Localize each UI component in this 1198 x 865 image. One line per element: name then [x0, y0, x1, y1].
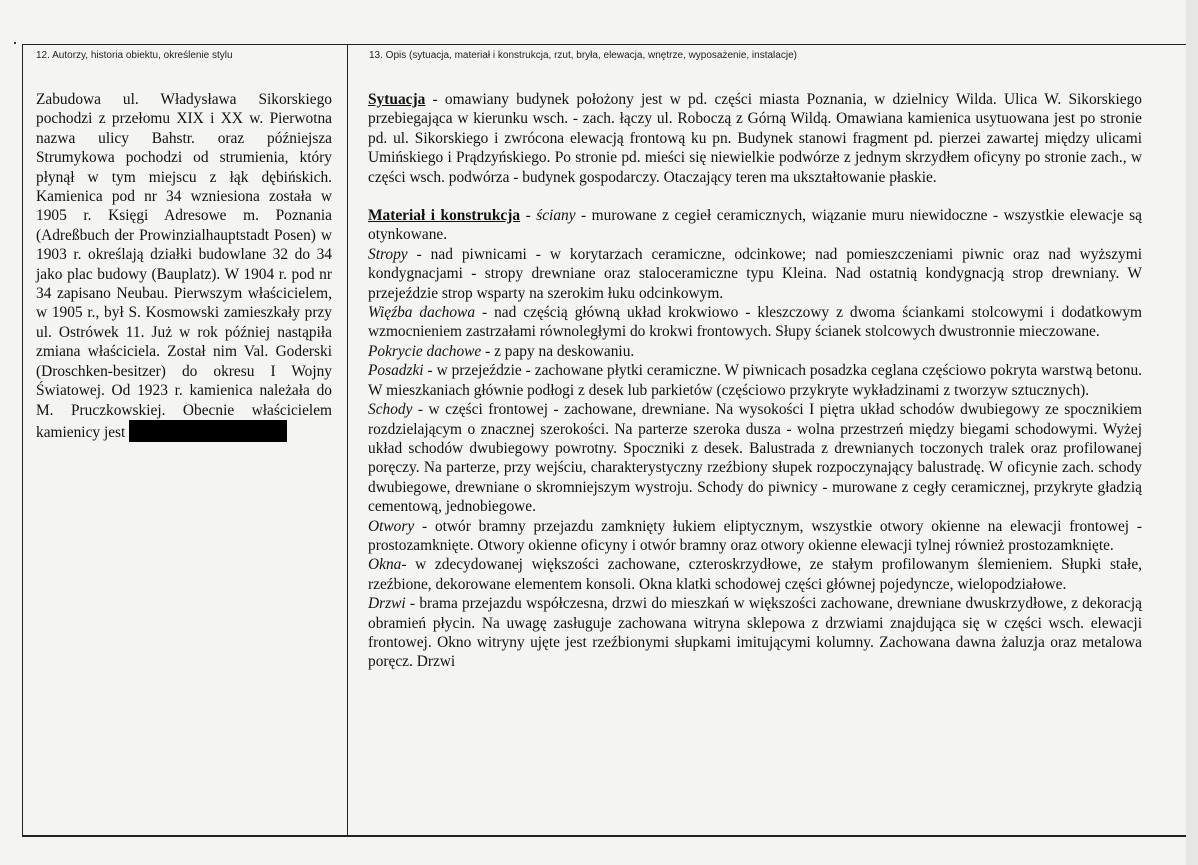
redaction-bar [129, 420, 287, 442]
wiezba-text: - nad częścią główną układ krokwiowo - kleszczowy z dwoma ściankami stolcowymi i dodatkowym wzmocnieniem zastrzałami równoległymi do krokwi frontowych. Słupy ścianek stolcowych dwustronnie mieczowane. [368, 304, 1142, 341]
otwory-label: Otwory [368, 517, 415, 535]
history-column [36, 90, 332, 442]
sytuacja-text: - omawiany budynek położony jest w pd. części miasta Poznania, w dzielnicy Wilda. Ulica W. Sikorskiego przebiegająca w kierunku wsch. - zach. łączy ul. Roboczą z Górną Wildą. Omawiana kamienica usytuowana jest po stronie pd. ul. Sikorskiego i zwrócona elewacją frontową ku pn. Budynek stanowi fragment pd. pierzei zawartej między ulicami Umińskiego i Prądzyńskiego. Po stronie pd. mieści się niewielkie podwórze z jednym skrzydłem oficyny po stronie zach., w części wsch. podwórza - budynek gospodarczy. Otaczający teren ma ukształtowanie płaskie. [368, 91, 1142, 186]
material-heading: Materiał i konstrukcja [368, 207, 521, 225]
stropy-text: - nad piwnicami - w korytarzach ceramiczne, odcinkowe; nad pomieszczeniami piwnic oraz nad wyższymi kondygnacjami - stropy drewniane oraz staloceramiczne typu Kleina. Nad ostatnią kondygnacją strop drewniany. W przejeździe strop wsparty na szerokim łuku odcinkowym. [368, 245, 1142, 302]
sciany-text: - murowane z cegieł ceramicznych, wiązanie muru niewidoczne - wszystkie elewacje są otynkowane. [368, 207, 1142, 244]
scan-speck [14, 42, 16, 44]
section-material: Materiał i konstrukcja - ściany - murowane z cegieł ceramicznych, wiązanie muru niewidoczne - wszystkie elewacje są otynkowane. [368, 207, 1142, 244]
stropy-label: Stropy [368, 245, 408, 263]
section-okna [368, 555, 1142, 594]
section-drzwi [368, 594, 1142, 672]
page-edge [1186, 0, 1198, 865]
section-otwory [368, 517, 1142, 556]
otwory-text: - otwór bramny przejazdu zamknięty łukiem eliptycznym, wszystkie otwory okienne na elewacji frontowej - prostozamknięte. Otwory okienne oficyny i otwór bramny oraz otwory okienne elewacji tylnej również prostozamknięte. [368, 517, 1142, 554]
drzwi-text: - brama przejazdu współczesna, drzwi do mieszkań w większości zachowane, drewniane dwuskrzydłowe, z dekoracją obramień płycin. Na uwagę zasługuje zachowana witryna sklepowa z drzwiami znajdująca się w części wsch. elewacji frontowej. Okno witryny ujęte jest rzeźbionymi słupkami imitującymi kolumny. Zachowana dawna żaluzja oraz metalowa poręcz. Drzwi [368, 595, 1142, 671]
wiezba-label: Więźba dachowa [368, 304, 476, 322]
sciany-label: ściany [536, 207, 576, 225]
section-pokrycie [368, 342, 1142, 361]
section-sytuacja [368, 90, 1142, 187]
schody-text: - w części frontowej - zachowane, drewniane. Na wysokości I piętra układ schodów dwubiegowy ze spocznikiem rozdzielającym o znacznej szerokości. Na parterze szeroka dusza - wolna przestrzeń między biegami schodowymi. Wyżej układ schodów dwubiegowy powrotny. Spoczniki z desek. Balustrada z drewnianych toczonych tralek oraz profilowanej poręczy. Na parterze, przy wejściu, charakterystyczny rzeźbiony słupek rozpoczynający balustradę. W oficynie zach. schody dwubiegowe, drewniane o skromniejszym wystroju. Schody do piwnicy - murowane z cegły ceramicznej, przykryte gładzią cementową, jednobiegowe. [368, 401, 1142, 516]
left-column-header: 12. Autorzy, historia obiektu, określenie stylu [36, 50, 233, 61]
history-text: Zabudowa ul. Władysława Sikorskiego pochodzi z przełomu XIX i XX w. Pierwotna nazwa ulicy Bahstr. oraz późniejsza Strumykowa pochodzi od strumienia, który płynął w tym miejscu z łąk dębińskich. Kamienica pod nr 34 wzniesiona została w 1905 r. Księgi Adresowe m. Poznania (Adreßbuch der Prowinzialhauptstadt Posen) w 1903 r. określają działki budowlane 32 do 34 jako plac budowy (Bauplatz). W 1904 r. pod nr 34 zapisano Neubau. Pierwszym właścicielem, w 1905 r., był S. Kosmowski zamieszkały przy ul. Ostrówek 11. Już w rok później nastąpiła zmiana właściciela. Został nim Val. Goderski (Droschken-besitzer) do okresu I Wojny Światowej. Od 1923 r. kamienica należała do M. Pruczkowskiej. Obecnie właścicielem kamienicy jest [36, 91, 332, 441]
posadzki-text: - w przejeździe - zachowane płytki ceramiczne. W piwnicach posadzka ceglana częściowo pokryta warstwą betonu. W mieszkaniach głównie podłogi z desek lub parkietów (częściowo przykryte wykładzinami z tworzyw sztucznych). [368, 362, 1142, 399]
sytuacja-heading: Sytuacja [368, 91, 426, 108]
description-column [368, 90, 1142, 672]
section-posadzki [368, 361, 1142, 400]
pokrycie-label: Pokrycie dachowe [368, 342, 482, 360]
schody-label: Schody [368, 401, 413, 419]
section-wiezba [368, 303, 1142, 342]
drzwi-label: Drzwi [368, 595, 406, 613]
section-stropy [368, 245, 1142, 303]
pokrycie-text: - z papy na deskowaniu. [481, 342, 635, 360]
section-schody [368, 400, 1142, 516]
top-rule [22, 44, 1198, 45]
left-rule [22, 44, 23, 836]
column-divider [347, 44, 348, 836]
right-column-header: 13. Opis (sytuacja, materiał i konstrukcja, rzut, bryła, elewacja, wnętrze, wyposażenie, instalacje) [369, 50, 797, 61]
bottom-rule [22, 835, 1198, 837]
okna-text: w zdecydowanej większości zachowane, czteroskrzydłowe, ze stałym profilowanym ślemieniem. Słupki stałe, rzeźbione, dekorowane elementem konsoli. Okna klatki schodowej części głównej pojedyncze, wielopodziałowe. [368, 556, 1142, 593]
posadzki-label: Posadzki [368, 362, 424, 380]
okna-label: Okna- [368, 556, 407, 574]
